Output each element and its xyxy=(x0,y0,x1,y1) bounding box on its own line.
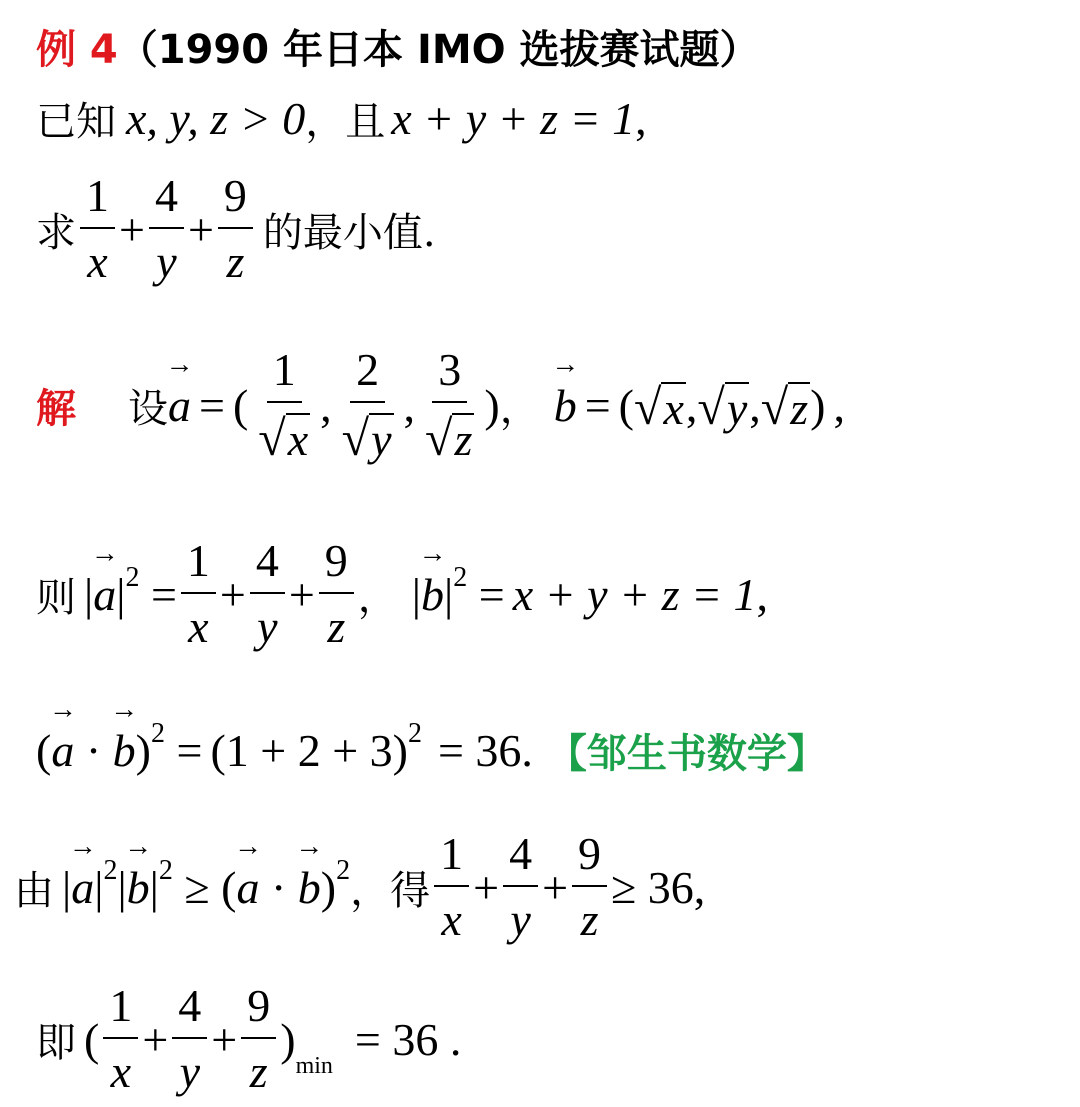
dot-product-line xyxy=(36,715,827,785)
fraction-1-over-x: $\frac{1}{x}$ xyxy=(181,538,216,650)
fraction-1-over-x: $\frac{1}{x}$ xyxy=(80,173,115,285)
conclusion-line xyxy=(36,980,461,1098)
fraction-9-over-z: $\frac{9}{z}$ xyxy=(572,831,607,943)
solution-setup-line xyxy=(36,340,845,470)
plus-sign: + xyxy=(288,568,315,620)
fraction-1-over-sqrt-x: 1 √ x xyxy=(258,344,309,466)
plus-sign: + xyxy=(542,861,569,913)
dot-product-squared: (→ a · → b)$^2$ = xyxy=(36,724,202,777)
fraction-3-over-sqrt-z: 3 √ z xyxy=(425,344,473,466)
example-label: 例 4 xyxy=(36,26,118,73)
fraction-4-over-y: $\frac{4}{y}$ xyxy=(149,173,184,285)
final-value: = 36 . xyxy=(354,1013,462,1065)
given-line xyxy=(36,88,647,148)
problem-source: （1990 年日本 IMO 选拔赛试题） xyxy=(117,26,760,73)
fraction-9-over-z: $\frac{9}{z}$ xyxy=(241,983,276,1095)
plus-sign: + xyxy=(119,203,145,255)
vector-b-symbol: → b xyxy=(554,379,577,432)
solution-label: 解 xyxy=(36,385,76,432)
watermark-label: 【邹生书数学】 xyxy=(546,730,827,777)
ge-36: ≥ 36 xyxy=(611,861,694,913)
plus-sign: + xyxy=(473,861,500,913)
plus-sign: + xyxy=(187,203,214,255)
cauchy-inequality: |→ $a|^2|\to b|^2$ ≥ (→ a · → b)$^2$ xyxy=(62,861,350,914)
given-prefix: 已知 xyxy=(36,98,116,145)
let-word: 设 xyxy=(128,385,168,432)
vector-a-def: → a = ( 1 √ x , 2 √ y , 3 √ z ) xyxy=(168,347,500,463)
sum-squared: $(1 + 2 + 3)^2$ xyxy=(210,717,422,776)
sum-condition: x + y + z = 1 xyxy=(391,92,636,144)
fraction-9-over-z: $\frac{9}{z}$ xyxy=(218,173,253,285)
comma: , xyxy=(756,568,769,620)
given-condition: x, y, z > 0 xyxy=(126,92,306,144)
inequality-line xyxy=(14,828,705,946)
plus-sign: + xyxy=(219,568,246,620)
then-word: 则 xyxy=(36,574,76,621)
comma: , xyxy=(693,861,706,913)
get-word: ，得 xyxy=(350,867,431,914)
plus-sign: + xyxy=(211,1013,238,1065)
fraction-4-over-y: $\frac{4}{y}$ xyxy=(172,983,207,1095)
b-norm-squared: |→ $b|^2$ = xyxy=(412,568,505,621)
seek-line xyxy=(36,170,436,288)
vector-b-def: → b = ( √ x , √ y , √ z ) xyxy=(554,379,826,432)
open-paren: ( xyxy=(84,1013,100,1065)
ie-word: 即 xyxy=(36,1019,76,1066)
fraction-1-over-x: $\frac{1}{x}$ xyxy=(434,831,469,943)
fraction-4-over-y: $\frac{4}{y}$ xyxy=(503,831,538,943)
fraction-1-over-x: $\frac{1}{x}$ xyxy=(103,983,138,1095)
a-norm-squared: |→ $a|^2$ = xyxy=(84,568,177,621)
fraction-4-over-y: $\frac{4}{y}$ xyxy=(250,538,285,650)
comma: , xyxy=(833,379,845,431)
magnitudes-line xyxy=(36,535,768,653)
seek-suffix: 的最小值. xyxy=(262,209,436,256)
close-paren: )$_{min}$ xyxy=(280,1013,333,1079)
comma: ， xyxy=(357,574,398,621)
and-word: ，且 xyxy=(305,98,386,145)
fraction-9-over-z: $\frac{9}{z}$ xyxy=(319,538,354,650)
problem-heading xyxy=(36,18,760,74)
plus-sign: + xyxy=(142,1013,169,1065)
comma: ， xyxy=(499,385,540,432)
result-value: = 36. xyxy=(437,724,533,776)
fraction-2-over-sqrt-y: 2 √ y xyxy=(341,344,392,466)
from-word: 由 xyxy=(14,867,54,914)
sum-expression: x + y + z = 1 xyxy=(512,568,757,620)
vector-a-symbol: → a xyxy=(168,379,191,432)
seek-word: 求 xyxy=(36,209,76,256)
comma: , xyxy=(635,92,647,144)
